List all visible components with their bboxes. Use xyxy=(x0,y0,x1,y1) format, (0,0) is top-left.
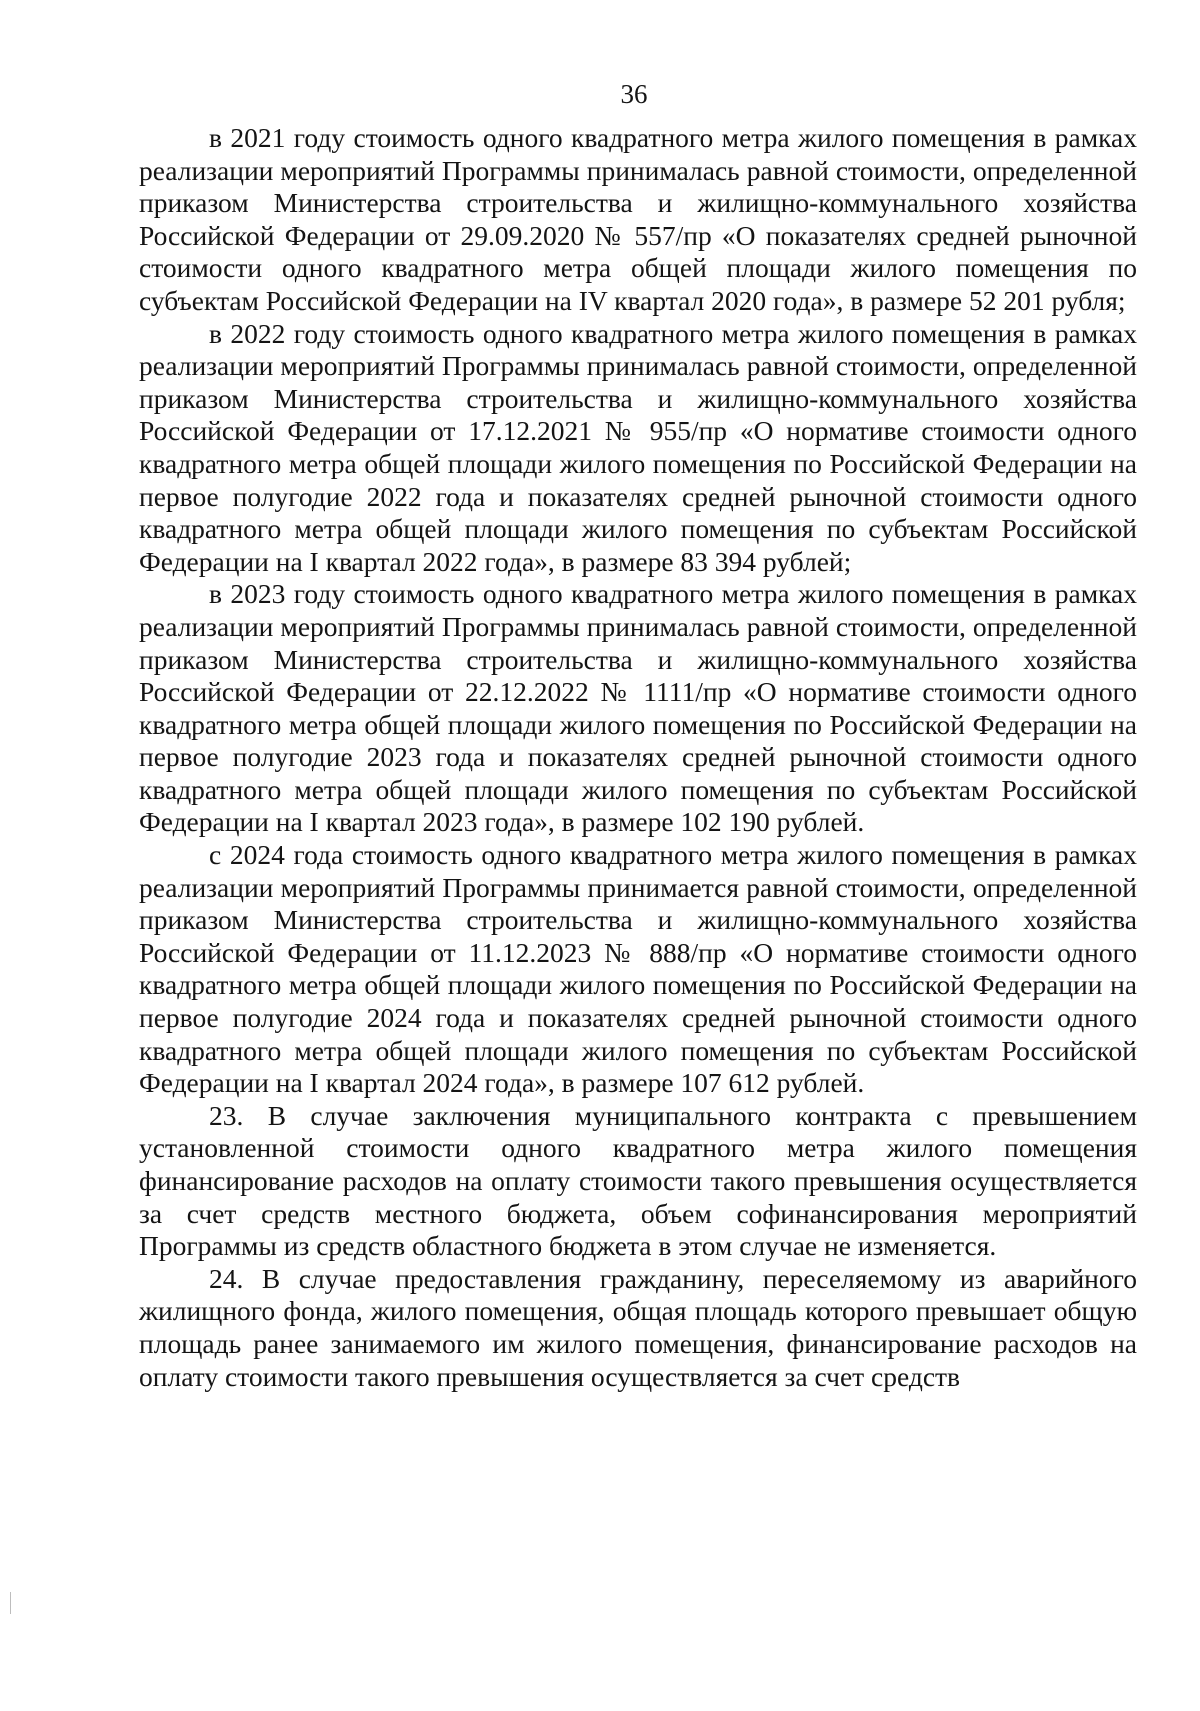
paragraph-2022-cost: в 2022 году стоимость одного квадратного метра жилого помещения в рамках реализации мероприятий Программы принималась равной стоимости, определенной приказом Министерства строительства и жилищно-коммунального хозяйства Российской Федерации от 17.12.2021 № 955/пр «О нормативе стоимости одного квадратного метра общей площади жилого помещения по Российской Федерации на первое полугодие 2022 года и показателях средней рыночной стоимости одного квадратного метра общей площади жилого помещения по субъектам Российской Федерации на I квартал 2022 года», в размере 83 394 рублей; xyxy=(139,317,1137,577)
paragraph-2024-cost: с 2024 года стоимость одного квадратного метра жилого помещения в рамках реализации мероприятий Программы принимается равной стоимости, определенной приказом Министерства строительства и жилищно-коммунального хозяйства Российской Федерации от 11.12.2023 № 888/пр «О нормативе стоимости одного квадратного метра общей площади жилого помещения по Российской Федерации на первое полугодие 2024 года и показателях средней рыночной стоимости одного квадратного метра общей площади жилого помещения по субъектам Российской Федерации на I квартал 2024 года», в размере 107 612 рублей. xyxy=(139,839,1137,1099)
paragraph-clause-23: 23. В случае заключения муниципального контракта с превышением установленной стоимости одного квадратного метра жилого помещения финансирование расходов на оплату стоимости такого превышения осуществляется за счет средств местного бюджета, объем софинансирования мероприятий Программы из средств областного бюджета в этом случае не изменяется. xyxy=(139,1099,1137,1262)
paragraph-2023-cost: в 2023 году стоимость одного квадратного метра жилого помещения в рамках реализации мероприятий Программы принималась равной стоимости, определенной приказом Министерства строительства и жилищно-коммунального хозяйства Российской Федерации от 22.12.2022 № 1111/пр «О нормативе стоимости одного квадратного метра общей площади жилого помещения по Российской Федерации на первое полугодие 2023 года и показателях средней рыночной стоимости одного квадратного метра общей площади жилого помещения по субъектам Российской Федерации на I квартал 2023 года», в размере 102 190 рублей. xyxy=(139,578,1137,838)
scan-margin-mark xyxy=(10,1592,11,1614)
document-body xyxy=(139,122,1137,1393)
paragraph-clause-24: 24. В случае предоставления гражданину, переселяемому из аварийного жилищного фонда, жилого помещения, общая площадь которого превышает общую площадь ранее занимаемого им жилого помещения, финансирование расходов на оплату стоимости такого превышения осуществляется за счет средств xyxy=(139,1262,1137,1392)
page-number: 36 xyxy=(620,79,648,109)
paragraph-2021-cost: в 2021 году стоимость одного квадратного метра жилого помещения в рамках реализации мероприятий Программы принималась равной стоимости, определенной приказом Министерства строительства и жилищно-коммунального хозяйства Российской Федерации от 29.09.2020 № 557/пр «О показателях средней рыночной стоимости одного квадратного метра общей площади жилого помещения по субъектам Российской Федерации на IV квартал 2020 года», в размере 52 201 рубля; xyxy=(139,122,1137,316)
